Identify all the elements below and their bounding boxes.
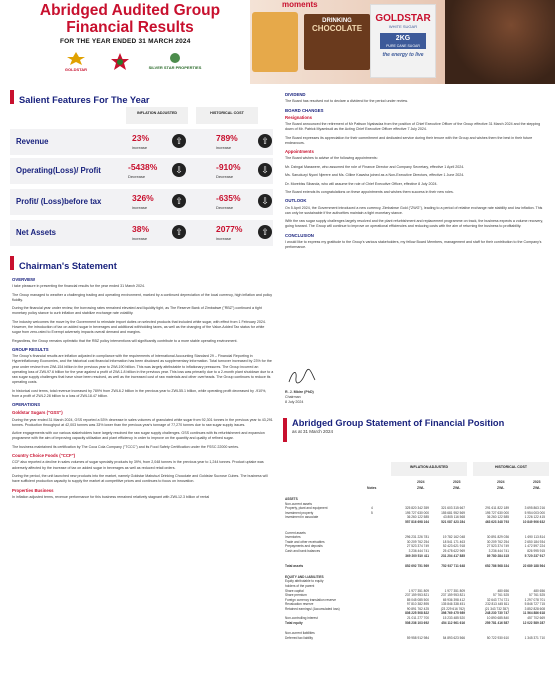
row-value: 12 022 589 287 [522, 620, 545, 625]
section-heading-financial-position: Abridged Group Statement of Financial Position as at 31 March 2024 [283, 418, 551, 442]
row-value: 826 995 915 [527, 548, 545, 553]
salient-label: Net Assets [16, 228, 57, 237]
row-value: 237 159 953 821 [405, 593, 429, 598]
row-label: Cash and bank balances [285, 548, 321, 553]
row-value: 50 722 930 610 [486, 635, 509, 640]
row-label: Revaluation reserve [285, 602, 314, 607]
goldstar-logo: GOLDSTAR [58, 52, 94, 74]
product-banner [250, 0, 555, 84]
report-title: Abridged Audited Group Financial Results [39, 2, 221, 36]
silver-star-logo: SILVER STAR PROPERTIES [148, 52, 202, 74]
col-year: 2023 [533, 480, 541, 484]
row-value: (21 343 732 357) [484, 606, 509, 611]
paragraph: On 5 April 2024, the Government introduced a new currency, Zimbabwe Gold ("ZWG"), leading to a period of relative exchange rate stability and low inflation. This can only be sustainable if the authorities maintain a tight monetary stance. [285, 205, 543, 215]
row-value: 54 893 623 566 [442, 635, 465, 640]
financial-position-header [283, 462, 551, 492]
row-value: 480 656 [533, 588, 545, 593]
row-value: 237 159 953 821 [441, 593, 465, 598]
row-value: 398 769 475 989 [441, 611, 465, 616]
paragraph: The business maintained its certification by The Coca Cola Company ("TCCC") and its Food Safety Certification under the FSSC 22000 series. [12, 444, 239, 449]
salient-label: Revenue [16, 137, 49, 146]
row-value: 3 852 828 608 [524, 606, 545, 611]
row-value: 25 478 622 969 [442, 548, 465, 553]
col-inflation-adjusted: INFLATION ADJUSTED [126, 107, 188, 124]
subheading-ccf: Country Choice Foods ("CCF") [12, 453, 76, 459]
signature-date: 8 July 2024 [285, 400, 304, 405]
paragraph: In historical cost terms, total revenue increased by 789% from ZWL6.2 billion in the previous year to ZWL55.1 billion, while operating profit decreased by -910%, from a profit of ZWL2.28 billion to a loss of ZWL18.47 billion. [12, 388, 267, 398]
row-value: 1 977 351 809 [444, 588, 465, 593]
row-label: Retained earnings/ (Accumulated loss) [285, 606, 340, 611]
salient-row-revenue [10, 129, 273, 155]
arrow-up-icon: ⇧ [172, 134, 186, 148]
salient-change-historical: Decrease [216, 205, 234, 210]
company-logos [58, 52, 203, 74]
paragraph: The industry welcomes the move by the Government to reinstate import duties on selected products that included white sugar, with effect from 1 February 2024. However, the introduction of tax on added sugar in beverages and additional withholding taxes, as well as the changing of the Value-Added Tax status for white sugar from zero-rated to Exempt adversely impacts overall demand and margins. [12, 319, 266, 335]
subheading-board-changes: BOARD CHANGES [285, 107, 324, 113]
arrow-up-icon: ⇧ [258, 134, 272, 148]
banner-tagline: moments [282, 0, 318, 9]
row-value: 1 690 113 814 [524, 535, 545, 540]
row-value: 2 650 184 934 [524, 539, 545, 544]
row-value: 43 805 116 568 [443, 515, 465, 520]
arrow-down-icon: ⇩ [258, 163, 272, 177]
paragraph: The Board wishes to advise of the following appointments: [285, 156, 378, 161]
salient-row-net-assets [10, 220, 273, 246]
col-year: 2024 [417, 480, 425, 484]
arrow-down-icon: ⇩ [258, 194, 272, 208]
row-value: 321 603 315 667 [441, 506, 465, 511]
paragraph: I take pleasure in presenting the financial results for the year ended 31 March 2024. [12, 284, 146, 289]
row-value: 248 230 730 747 [485, 611, 509, 616]
col-unit: ZWL [453, 486, 461, 490]
signatory-role: Chairman [285, 395, 301, 400]
col-year: 2024 [497, 480, 505, 484]
header-banner [0, 0, 555, 84]
subheading-operations: OPERATIONS [12, 402, 41, 408]
paragraph: I would like to express my gratitude to the Group's various stakeholders, my fellow Board Members, management and staff for their contribution to the Company's performance. [285, 239, 542, 250]
arrow-up-icon: ⇧ [172, 225, 186, 239]
row-value: 10 890 685 840 [486, 616, 509, 621]
row-value: 11 564 886 618 [523, 611, 545, 616]
paragraph: Regardless, the Group remains optimistic that the RBZ policy interventions will significantly contribute to a more stable operating environment. [12, 338, 238, 343]
salient-change-historical: increase [216, 236, 232, 241]
row-value: 52 423 621 918 [442, 544, 465, 549]
row-label: EQUITY AND LIABILITIES [285, 574, 324, 579]
subheading-dividend: DIVIDEND [285, 92, 306, 97]
row-value: 508 236 103 692 [405, 620, 429, 625]
salient-change-inflation: increase [132, 205, 148, 210]
salient-value-inflation: 326% [132, 193, 154, 203]
paragraph: During the year ended 31 March 2024, GSS reported a 53% decrease in sales volumes of granulated white sugar from 92,301 tonnes in the previous year to 43,291 tonnes. Production throughput at 42,003 tonnes was 33% lower than the previous year's tonnage of 77,270 tonnes due to raw sugar supply issues. [12, 417, 273, 427]
paragraph: The Board has resolved not to declare a dividend for the period under review. [285, 99, 408, 104]
row-value: 808 225 508 822 [405, 611, 429, 616]
row-value: 752 937 711 648 [441, 564, 465, 569]
col-unit: ZWL [497, 486, 505, 490]
row-label: Share premium [285, 593, 307, 598]
salient-change-historical: increase [216, 145, 232, 150]
star-logo-icon [110, 52, 130, 74]
row-value: 36 260 122 585 [486, 515, 509, 520]
row-value: 27 523 374 749 [486, 544, 509, 549]
row-value: 480 656 [497, 588, 509, 593]
row-value: 232 813 445 811 [485, 602, 509, 607]
row-value: 557 816 698 164 [405, 519, 429, 524]
row-value: 27 523 374 749 [406, 544, 429, 549]
table-row [283, 636, 551, 641]
row-value: 5 954 003 000 [524, 510, 545, 515]
signature-image [287, 366, 317, 388]
col-historical-cost: HISTORICAL COST [473, 462, 549, 476]
row-value: 65 936 398 412 [442, 597, 465, 602]
salient-value-historical: -635% [216, 193, 241, 203]
row-value: 155 681 952 569 [441, 510, 465, 515]
row-value: 15 233 485 520 [442, 616, 465, 621]
row-value: 454 112 961 616 [441, 620, 465, 625]
row-value: 231 204 417 885 [441, 553, 465, 558]
row-value: 19 782 162 048 [442, 535, 465, 540]
row-value: 32 643 774 721 [486, 597, 509, 602]
paragraph: Ms. Saruduzyi Nyoni Njerere and Ms. Cilline Kawsha joined as a Non-Executive Directors, effective 1 June 2024. [285, 173, 465, 178]
row-value: 652 786 568 334 [485, 564, 509, 569]
row-value: 521 087 423 284 [441, 519, 465, 524]
report-period: FOR THE YEAR ENDED 31 MARCH 2024 [60, 38, 191, 45]
paragraph: During the period, the unit launched new products into the market, namely Goldstar Mabutuzi Drinking Chocolate and Goldstar Sucrose Cubes. The business will have sufficient production capacity to supply the market at competitive prices and continues to focus on innovation. [12, 473, 268, 484]
salient-value-inflation: -5438% [128, 162, 158, 172]
row-value: 852 692 751 569 [405, 564, 429, 569]
row-value: 3 695 863 216 [524, 506, 545, 511]
salient-label: Profit/ (Loss)before tax [16, 197, 102, 206]
paragraph: The Board expresses its appreciation for their commitment and dedicated service during their tenure with the Group and wishes them the best in their future endeavours. [285, 135, 533, 145]
row-value: (23 229 616 762) [440, 606, 465, 611]
signatory-name: R. J. Mbire (PhD) [285, 390, 314, 394]
row-label: ASSETS [285, 497, 298, 501]
col-unit: ZWL [417, 486, 425, 490]
salient-value-inflation: 23% [132, 133, 150, 143]
row-value: 463 623 348 793 [485, 519, 509, 524]
paragraph: Dr. Moreblss Sibanda, who will assume the role of Chief Executive Officer, effective 8 July 2024. [285, 181, 438, 186]
product-image-chocolate: DRINKING CHOCOLATE [304, 14, 370, 70]
right-column-body [285, 90, 547, 254]
subheading-outlook: OUTLOOK [285, 198, 307, 204]
row-value: 97 810 382 895 [406, 602, 429, 607]
row-value: 5 846 727 715 [524, 602, 545, 607]
row-label: Non-current liabilities [285, 631, 315, 636]
subheading-goldstar: Goldstar Sugars ("GSS") [12, 410, 63, 416]
salient-value-inflation: 38% [132, 224, 150, 234]
row-value: 22 689 188 564 [522, 564, 545, 569]
row-label: Foreign currency translation reserve [285, 597, 337, 602]
row-value: 291 611 822 189 [485, 506, 509, 511]
row-value: 10 849 906 632 [522, 519, 545, 524]
paragraph: The Group's financial results are inflation adjusted in compliance with the requirements of International Accounting Standard 29 – Financial Reporting in Hyperinflationary Economies, and the historical cost financial information has been disclosed as supplementary information. Total turnover increased by 23% for the year under review from ZWL154 billion in the previous year to ZWL190 billion. This was largely attributable to inflationary pressures. The Group incurred an operating loss of ZWL97.6 billion for the year against a profit of ZWL1.8 billion in the previous year. This loss was primarily due to a 2-month plant shutdown due to a raw sugar supply challenges that have since been resolved, as well as the increased cost of raw materials and other overheads. The Group continues to reduce its operating costs. [12, 354, 274, 385]
row-label: Prepayments and deposits [285, 544, 323, 549]
paragraph: The Board announced the retirement of Mr Pattson Nyabadza from the position of Chief Executive Officer of the Group effective 31 March 2024 and the stepping down of Mr. Patrick Myambudi as the Acting Chief Executive Officer effective 7 July 2024. [285, 122, 541, 132]
banner-photo [445, 0, 555, 84]
row-value: 325 820 342 359 [405, 506, 429, 511]
row-value: 3 236 444 741 [488, 548, 509, 553]
row-label: Equity attributable to equity [285, 579, 324, 584]
row-label: Total assets [285, 564, 304, 569]
row-label: holders of the parent [285, 583, 315, 588]
paragraph: CCF also reported a decline in sales volumes of sugar specialty products by 39%, from 2,048 tonnes in the previous year to 1,244 tonnes. Product uptake was adversely affected by the increase of tax on added sugar in beverages as well as reduced retail orders. [12, 460, 264, 470]
subheading-resignations: Resignations [285, 114, 312, 120]
paragraph: Mr. Dzingai Marawere, who assumed the role of Finance Director and Company Secretary, effective 1 April 2024. [285, 164, 465, 169]
row-value: 89 780 284 315 [486, 553, 509, 558]
row-label: Investment in associate [285, 515, 319, 520]
salient-value-historical: 2077% [216, 224, 243, 234]
row-label: Property, plant and equipment [285, 506, 328, 511]
row-value: 36 260 122 585 [406, 515, 429, 520]
salient-row-profit-before-tax [10, 189, 273, 215]
row-note: 4 [371, 506, 373, 511]
subheading-properties: Properties Business [12, 487, 54, 493]
row-value: 90 891 762 425 [406, 606, 429, 611]
section-heading-chairman: Chairman's Statement [10, 256, 270, 270]
salient-change-inflation: increase [132, 145, 148, 150]
salient-value-historical: 789% [216, 133, 238, 143]
col-year: 2023 [453, 480, 461, 484]
subheading-results: GROUP RESULTS [12, 346, 49, 352]
subheading-conclusion: CONCLUSION [285, 232, 314, 238]
row-value: 30 209 762 254 [406, 539, 429, 544]
col-notes: Notes [367, 486, 377, 490]
row-value: 18 541 171 463 [442, 539, 465, 544]
row-label: Trade and other receivables [285, 539, 325, 544]
section-heading-salient: Salient Features For The Year [10, 90, 270, 104]
salient-change-inflation: increase [132, 236, 148, 241]
row-value: 30 209 762 254 [486, 539, 509, 544]
paragraph: The Group managed to weather a challenging trading and operating environment, marked by a continued depreciation of the local currency, high inflation and policy fluidity. [12, 292, 273, 302]
subheading-appointments: Appointments [285, 149, 314, 155]
col-unit: ZWL [533, 486, 541, 490]
row-value: 135 846 338 451 [441, 602, 465, 607]
subheading-overview: OVERVIEW [12, 277, 36, 282]
row-label: Share capital [285, 588, 304, 593]
arrow-down-icon: ⇩ [172, 163, 186, 177]
row-label: Total equity [285, 620, 303, 625]
row-value: 1 977 351 809 [408, 588, 429, 593]
row-label: Inventories [285, 535, 301, 540]
col-inflation-adjusted: INFLATION ADJUSTED [391, 462, 467, 476]
row-value: 457 702 669 [527, 616, 545, 621]
arrow-up-icon: ⇧ [258, 225, 272, 239]
row-label: Non-controlling interest [285, 616, 318, 621]
row-value: 296 231 226 781 [405, 535, 429, 540]
row-value: 1 297 078 701 [524, 597, 545, 602]
row-label: Non-current assets [285, 501, 312, 506]
row-value: 57 761 525 [529, 593, 545, 598]
row-value: 30 891 829 036 [486, 535, 509, 540]
salient-change-inflation: Decrease [128, 174, 146, 179]
row-value: 21 011 277 700 [407, 616, 429, 621]
chairman-statement-body [12, 274, 274, 503]
row-value: 195 727 630 000 [405, 510, 429, 515]
salient-table-header [126, 107, 271, 125]
signature-block [285, 390, 547, 406]
product-image-sugar: GOLDSTAR WHITE SUGAR 2KG PURE CANE SUGAR the energy to live [370, 4, 436, 78]
salient-change-historical: Decrease [216, 174, 234, 179]
row-label: Deferred tax liability [285, 635, 313, 640]
row-label: Investment property [285, 510, 314, 515]
row-value: 59 958 912 984 [406, 635, 429, 640]
row-value: 3 236 444 741 [408, 548, 429, 553]
row-value: 5 720 237 917 [524, 553, 545, 558]
paragraph: Active engagements with our various stakeholders have largely resolved the raw sugar supply challenges. GSS continues with its refurbishment and expansion programme with the aim of improving capacity utilisation and plant efficiency in order to improve on the quantity and quality of refined sugar. [12, 431, 265, 441]
row-value: 1 226 122 415 [524, 515, 545, 520]
row-value: 369 200 510 411 [405, 553, 429, 558]
row-label: Current assets [285, 530, 306, 535]
salient-value-historical: -910% [216, 162, 241, 172]
row-note: 5 [371, 510, 373, 515]
product-image-cereal [252, 12, 298, 72]
paragraph: With the raw sugar supply challenges largely resolved and the plant refurbishment and replacement programme on track, the business expects a volume recovery, going forward. The Group will continue to improve on operational efficiencies and reducing costs with the aim of returning the business to profitability. [285, 219, 544, 229]
row-value: 1 472 597 224 [524, 544, 545, 549]
salient-row-operating [10, 158, 273, 184]
col-historical-cost: HISTORICAL COST [196, 107, 258, 124]
row-value: 259 781 416 587 [485, 620, 509, 625]
paragraph: The Board extends its congratulations on these appointments and wishes them success in their new roles. [285, 189, 454, 194]
row-value: 1 345 371 710 [524, 635, 545, 640]
arrow-up-icon: ⇧ [172, 194, 186, 208]
row-value: 195 727 630 000 [485, 510, 509, 515]
salient-label: Operating(Loss)/ Profit [16, 166, 101, 175]
row-value: 57 761 525 [493, 593, 509, 598]
row-value: 85 045 085 500 [406, 597, 429, 602]
paragraph: In inflation adjusted terms, revenue performance for this business remained relatively stagnant with ZWL12.3 billion of rental [12, 494, 210, 499]
financial-position-table [283, 497, 551, 640]
paragraph: During the financial year under review, the borrowing rates remained elevated and liquidity tight, as The Reserve Bank of Zimbabwe ("RBZ") continued a tight monetary policy stance to curb inflation and stabilize exchange rate volatility. [12, 306, 262, 316]
